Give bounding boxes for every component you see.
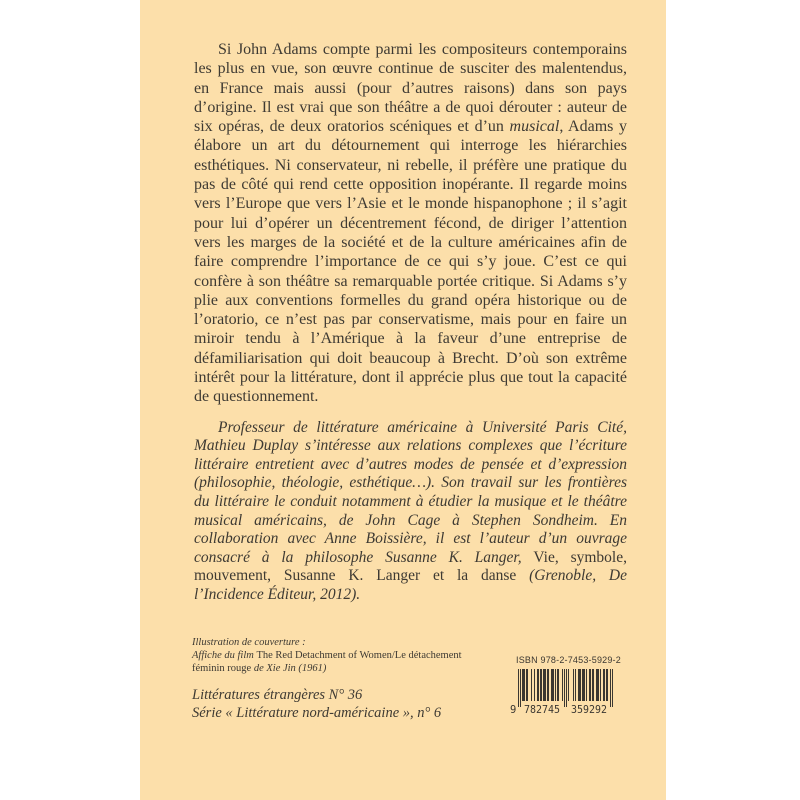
svg-text:359292: 359292 — [571, 704, 607, 715]
book-back-cover — [140, 0, 666, 800]
collection-title: Littératures étrangères N° 36 — [192, 687, 363, 703]
author-bio-paragraph: Professeur de littérature américaine à Université Paris Cité, Mathieu Duplay s’intéresse aux relations complexes que l’écriture littéraire entretient avec d’autres modes de pensée et d’expression (philosophie, théologie, esthétique…). Son travail sur les frontières du littéraire le conduit notamment à étudier la musique et le théâtre musical américains, de John Cage à Stephen Sondheim. En collaboration avec Anne Boissière, il est l’auteur d’un ouvrage consacré à la philosophe Susanne K. Langer, Vie, symbole, mouvement, Susanne K. Langer et la danse (Grenoble, De l’Incidence Éditeur, 2012). — [194, 418, 628, 603]
credit-line-3: féminin rouge de Xie Jin (1961) — [192, 663, 327, 675]
svg-text:782745: 782745 — [524, 704, 560, 715]
isbn-barcode-block — [510, 655, 621, 720]
synopsis-paragraph: Si John Adams compte parmi les compositeurs contemporains les plus en vue, son œuvre continue de susciter des malentendus, en France mais aussi (pour d’autres raisons) dans son pays d’origine. Il est vrai que son théâtre a de quoi dérouter : auteur de six opéras, de deux oratorios scéniques et d’un musical, Adams y élabore un art du détournement qui interroge les hiérarchies esthétiques. Ni conservateur, ni rebelle, il préfère une pratique du pas de côté qui rend cette opposition inopérante. Il regarde moins vers l’Europe que vers l’Asie et le monde hispanophone ; il s’agit pour lui d’opérer un décentrement fécond, de diriger l’attention vers les marges de la société et de la culture américaines afin de faire comprendre l’importance de ce qui s’y joue. C’est ce qui confère à son théâtre sa remarquable portée critique. Si Adams s’y plie aux conventions formelles du grand opéra historique ou de l’oratorio, ce n’est pas par conservatisme, mais pour en faire un miroir tendu à l’Amérique à la faveur d’une entreprise de défamiliarisation qui doit beaucoup à Brecht. D’où son extrême intérêt pour la littérature, dont il apprécie plus que tout la capacité de questionnement. — [194, 41, 627, 406]
series-number-line: Série « Littérature nord-américaine », n° 6 — [192, 704, 442, 721]
svg-text:9: 9 — [510, 704, 517, 715]
series-block — [192, 687, 552, 722]
ean13-barcode-icon — [510, 669, 616, 715]
credit-line-2: Affiche du film The Red Detachment of Women/Le détachement — [192, 650, 462, 662]
credit-line-1: Illustration de couverture : — [192, 637, 306, 648]
isbn-number: ISBN 978-2-7453-5929-2 — [516, 655, 621, 665]
cover-credit-block — [192, 636, 532, 676]
text-column — [194, 40, 627, 605]
